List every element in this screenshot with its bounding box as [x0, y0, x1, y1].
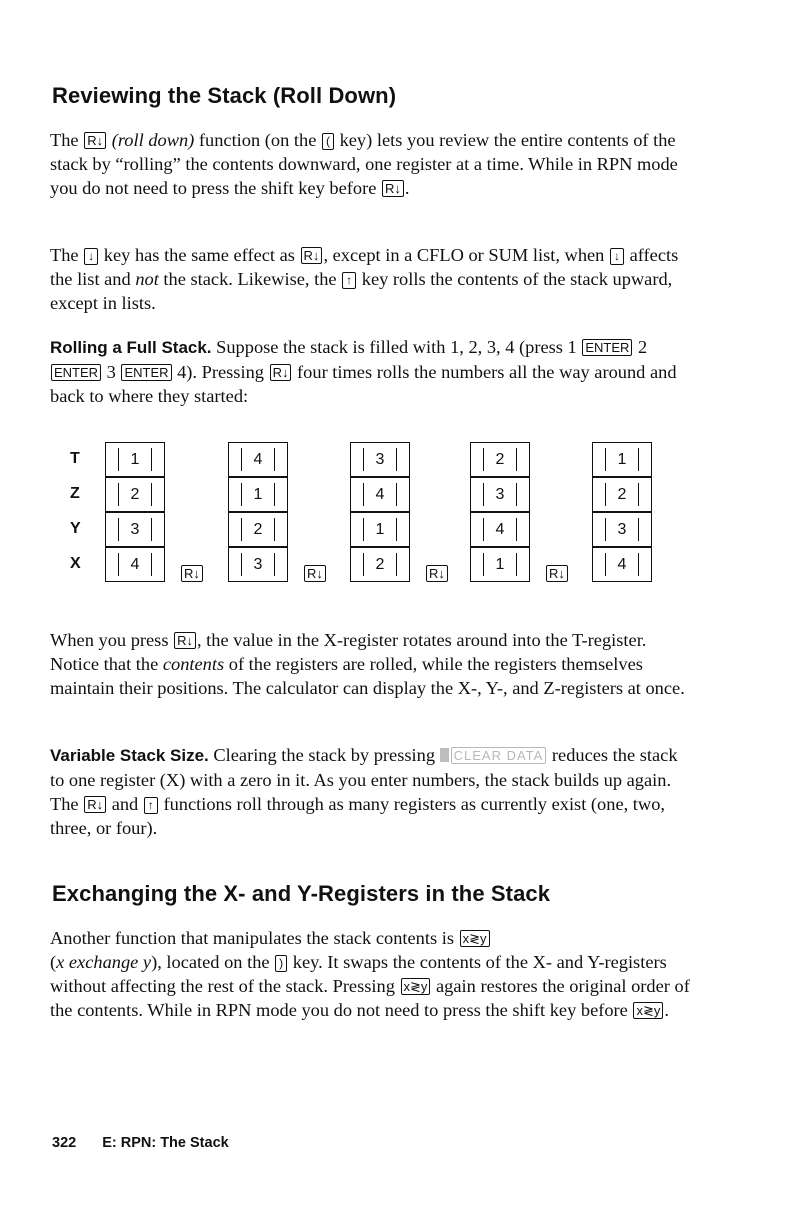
stack-cell	[470, 477, 530, 512]
stack-cell	[350, 477, 410, 512]
paragraph-down-key: The ↓ key has the same effect as R↓ , except in a CFLO or SUM list, when ↓ affects the list and not the stack. Likewise, the ↑ key rolls the contents of the stack upward, except in lists.	[50, 245, 679, 313]
section-heading-exchange: Exchanging the X- and Y-Registers in the Stack	[52, 881, 551, 906]
roll-down-key: R↓	[546, 565, 568, 582]
stack-cell-value: 1	[605, 448, 639, 471]
stack-cell-value: 4	[605, 553, 639, 576]
stack-cell-value: 3	[363, 448, 397, 471]
roll-down-key: R↓	[304, 565, 326, 582]
stack-cell	[592, 512, 652, 547]
x-exchange-y-key: x≷y	[633, 1002, 663, 1019]
stack-cell	[470, 442, 530, 477]
stack-cell	[592, 547, 652, 582]
stack-cell	[350, 512, 410, 547]
stack-cell	[350, 547, 410, 582]
register-label-t: T	[70, 450, 80, 467]
roll-down-key: R↓	[84, 132, 106, 149]
paragraph-roll-down-intro: The R↓ (roll down) function (on the ( key) lets you review the entire contents of the stack by “rolling” the contents downward, one register at a time. While in RPN mode you do not need to press the shift key before R↓ .	[50, 130, 678, 198]
stack-cell	[592, 477, 652, 512]
stack-cell	[228, 442, 288, 477]
stack-cell-value: 2	[483, 448, 517, 471]
roll-down-key: R↓	[426, 565, 448, 582]
stack-cell	[592, 442, 652, 477]
enter-key: ENTER	[51, 364, 101, 381]
section-heading-roll-down: Reviewing the Stack (Roll Down)	[52, 83, 397, 108]
stack-cell	[105, 477, 165, 512]
x-exchange-y-key: x≷y	[460, 930, 490, 947]
stack-cell-value: 4	[118, 553, 152, 576]
stack-cell	[350, 442, 410, 477]
stack-cell-value: 1	[483, 553, 517, 576]
stack-cell-value: 4	[363, 483, 397, 506]
stack-cell-value: 1	[118, 448, 152, 471]
stack-cell-value: 1	[241, 483, 275, 506]
clear-data-key: CLEAR DATA	[451, 747, 547, 764]
stack-cell	[105, 512, 165, 547]
roll-down-key: R↓	[382, 180, 404, 197]
page-number: 322	[52, 1135, 77, 1151]
roll-down-key: R↓	[84, 796, 106, 813]
close-paren-key: )	[275, 955, 287, 972]
stack-cell-value: 2	[605, 483, 639, 506]
stack-cell-value: 2	[363, 553, 397, 576]
stack-cell-value: 3	[241, 553, 275, 576]
footer-title: E: RPN: The Stack	[102, 1135, 229, 1151]
stack-cell	[105, 547, 165, 582]
page-footer	[52, 1135, 229, 1151]
up-arrow-key: ↑	[342, 272, 356, 289]
roll-down-key: R↓	[301, 247, 323, 264]
stack-cell-value: 1	[363, 518, 397, 541]
roll-down-key: R↓	[270, 364, 292, 381]
stack-cell	[470, 512, 530, 547]
paragraph-exchange-xy: Another function that manipulates the stack contents is x≷y (x exchange y), located on the ) key. It swaps the contents of the X- and Y-registers without affecting the rest of the stack. Pressing x≷y again restores the original order of the contents. While in RPN mode you do not need to press the shift key before x≷y .	[50, 928, 690, 1020]
x-exchange-y-key: x≷y	[401, 978, 431, 995]
open-paren-key: (	[322, 133, 334, 150]
stack-cell	[470, 547, 530, 582]
down-arrow-key: ↓	[610, 248, 624, 265]
down-arrow-key: ↓	[84, 248, 98, 265]
stack-cell-value: 4	[241, 448, 275, 471]
up-arrow-key: ↑	[144, 797, 158, 814]
roll-down-key: R↓	[181, 565, 203, 582]
stack-cell-value: 3	[605, 518, 639, 541]
enter-key: ENTER	[582, 339, 632, 356]
roll-down-key: R↓	[174, 632, 196, 649]
paragraph-rolling-full-stack: Rolling a Full Stack. Suppose the stack is filled with 1, 2, 3, 4 (press 1 ENTER 2 ENTER 3 ENTER 4). Pressing R↓ four times rolls the numbers all the way around and back to where they started:	[50, 337, 677, 406]
register-label-x: X	[70, 555, 81, 572]
stack-cell-value: 2	[241, 518, 275, 541]
stack-cell	[228, 547, 288, 582]
stack-cell-value: 4	[483, 518, 517, 541]
paragraph-x-register-rotates: When you press R↓ , the value in the X-register rotates around into the T-register. Notice that the contents of the registers are rolled, while the registers themselves maintain their positions. The calculator can display the X-, Y-, and Z-registers at once.	[50, 630, 685, 698]
stack-cell	[228, 512, 288, 547]
stack-cell-value: 3	[483, 483, 517, 506]
stack-cell-value: 3	[118, 518, 152, 541]
register-label-y: Y	[70, 520, 81, 537]
stack-cell	[105, 442, 165, 477]
register-label-z: Z	[70, 485, 80, 502]
stack-cell-value: 2	[118, 483, 152, 506]
stack-cell	[228, 477, 288, 512]
shift-key-shade	[440, 748, 449, 762]
paragraph-variable-stack-size: Variable Stack Size. Clearing the stack by pressing CLEAR DATA reduces the stack to one register (X) with a zero in it. As you enter numbers, the stack builds up again. The R↓ and ↑ functions roll through as many registers as currently exist (one, two, three, or four).	[50, 745, 678, 838]
enter-key: ENTER	[121, 364, 171, 381]
